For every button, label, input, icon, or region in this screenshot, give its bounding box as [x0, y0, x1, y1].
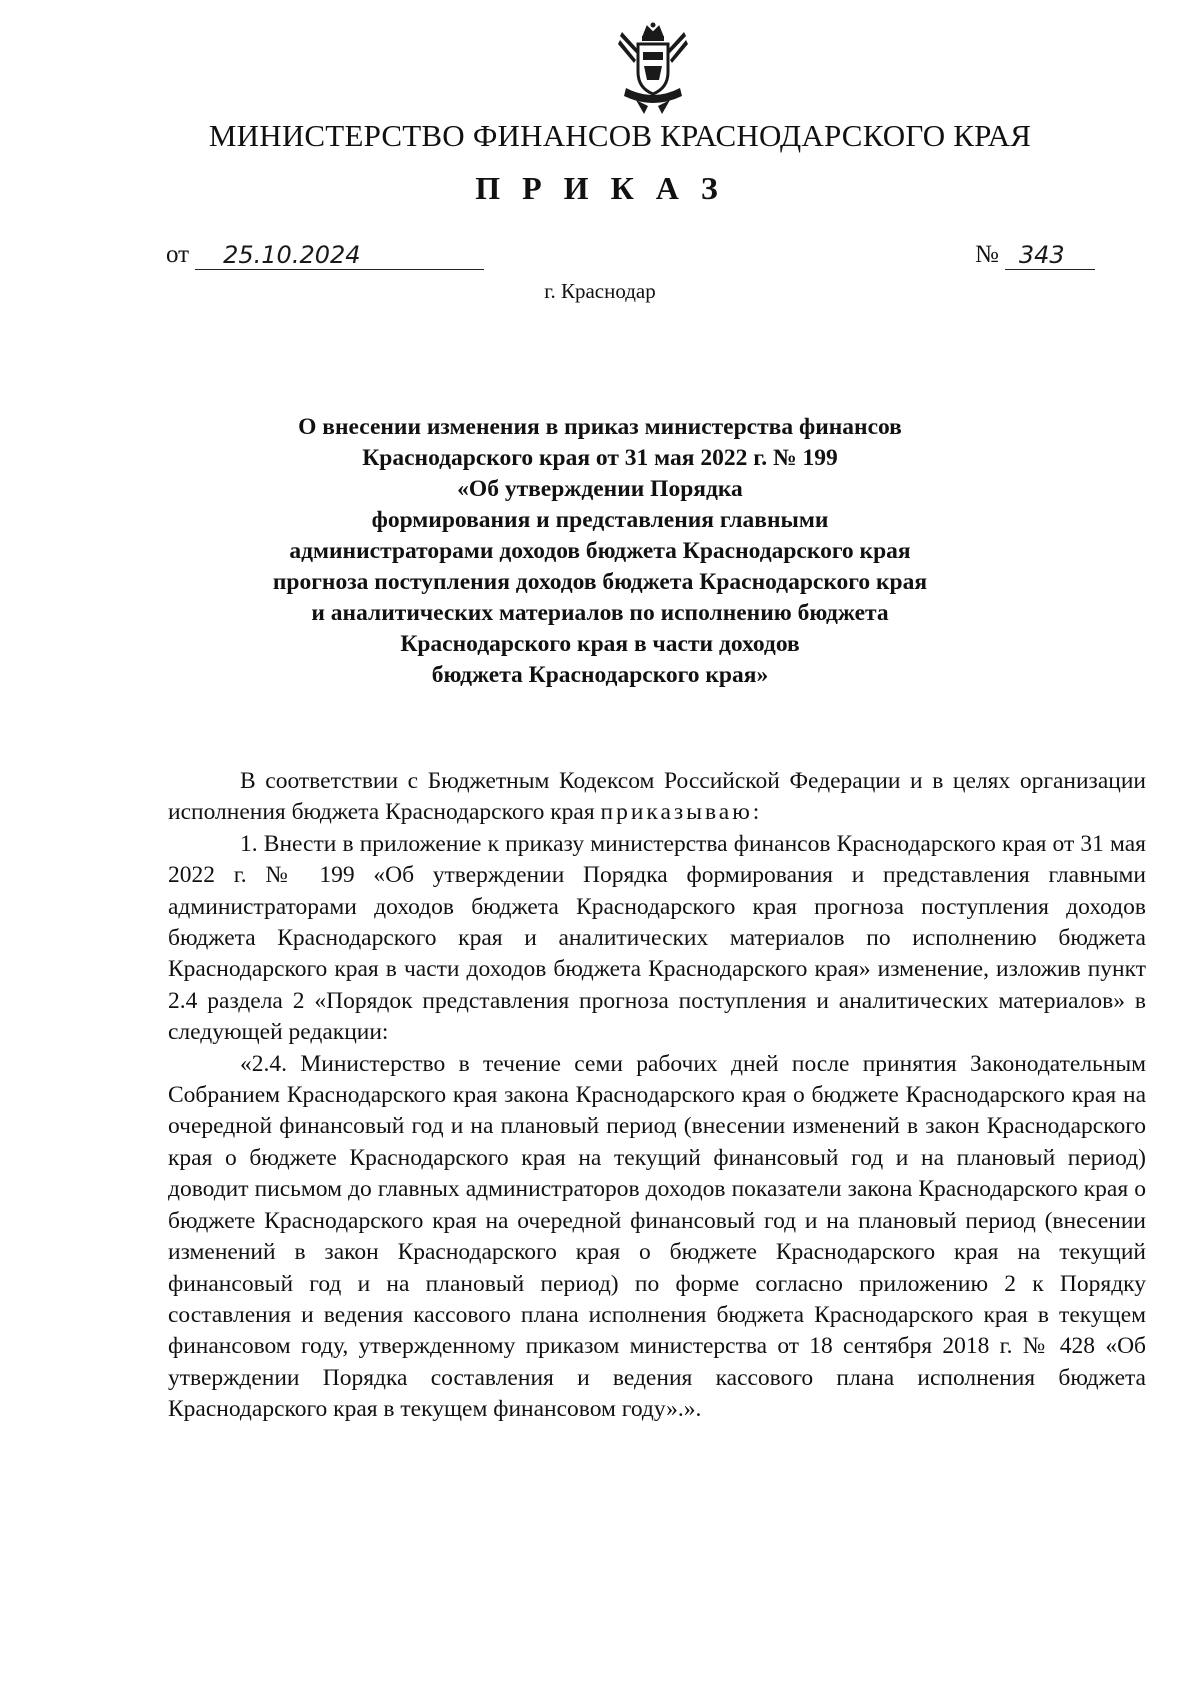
body-paragraph: [168, 766, 1146, 829]
number-field: [975, 240, 1095, 270]
date-label: от: [166, 241, 190, 268]
title-line: и аналитических материалов по исполнению бюджета: [311, 600, 889, 626]
ministry-name: МИНИСТЕРСТВО ФИНАНСОВ КРАСНОДАРСКОГО КРАЯ: [208, 118, 1032, 153]
number-value: 343: [1005, 242, 1095, 270]
date-field: [166, 240, 484, 270]
title-line: администраторами доходов бюджета Краснодарского края: [289, 538, 911, 564]
date-value: 25.10.2024: [195, 242, 484, 270]
city: г. Краснодар: [544, 279, 656, 303]
body-paragraph: «2.4. Министерство в течение семи рабочих дней после принятия Законодательным Собранием Краснодарского края закона Краснодарского края о бюджете Краснодарского края на очередной финансовый год и на плановый период (внесении изменений в закон Краснодарского края о бюджете Краснодарского края на текущий финансовый год и на плановый период) доводит письмом до главных администраторов доходов показатели закона Краснодарского края о бюджете Краснодарского края на очередной финансовый год и на плановый период (внесении изменений в закон Краснодарского края о бюджете Краснодарского края на текущий финансовый год и на плановый период) по форме согласно приложению 2 к Порядку составления и ведения кассового плана исполнения бюджета Краснодарского края в текущем финансовом году, утвержденному приказом министерства от 18 сентября 2018 г. № 428 «Об утверждении Порядка составления и ведения кассового плана исполнения бюджета Краснодарского края в текущем финансовом году».».: [168, 1050, 1146, 1423]
order-word: приказываю:: [600, 799, 763, 826]
title-line: «Об утверждении Порядка: [457, 476, 743, 502]
document-type: П Р И К А З: [475, 170, 725, 206]
title-line: Краснодарского края в части доходов: [400, 631, 800, 657]
document-title: [200, 412, 1000, 691]
coat-of-arms-icon: [618, 22, 688, 114]
body-paragraph: 1. Внести в приложение к приказу министерства финансов Краснодарского края от 31 мая 2022 г. № 199 «Об утверждении Порядка формирования и представления главными администраторами доходов бюджета Краснодарского края прогноза поступления доходов бюджета Краснодарского края и аналитических материалов по исполнению бюджета Краснодарского края в части доходов бюджета Краснодарского края» изменение, изложив пункт 2.4 раздела 2 «Порядок представления прогноза поступления и аналитических материалов» в следующей редакции:: [168, 830, 1146, 1046]
title-line: прогноза поступления доходов бюджета Краснодарского края: [272, 569, 928, 595]
number-label: №: [975, 241, 999, 268]
title-line: бюджета Краснодарского края»: [431, 662, 769, 688]
title-line: формирования и представления главными: [371, 507, 829, 533]
title-line: Краснодарского края от 31 мая 2022 г. № 199: [362, 445, 838, 471]
paragraph-text: В соответствии с Бюджетным Кодексом Российской Федерации и в целях организации исполнения бюджета Краснодарского края: [168, 768, 1146, 826]
title-line: О внесении изменения в приказ министерства финансов: [298, 414, 902, 440]
document-body: [168, 766, 1146, 1426]
